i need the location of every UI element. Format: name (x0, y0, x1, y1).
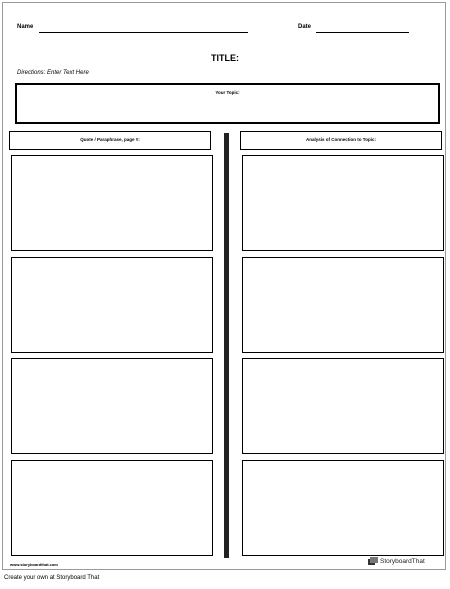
storyboardthat-logo[interactable] (368, 557, 425, 565)
quote-cell[interactable] (11, 257, 213, 353)
create-caption[interactable]: Create your own at Storyboard That (4, 575, 100, 581)
date-line (316, 32, 409, 33)
column-divider (224, 133, 229, 558)
page-title: TITLE: (211, 53, 239, 63)
topic-box[interactable] (15, 83, 440, 124)
date-label: Date (298, 24, 312, 30)
analysis-column-header: Analysis of Connection to Topic: (240, 131, 442, 150)
storyboard-logo-icon (368, 557, 378, 565)
quote-column-header: Quote / Paraphrase, page #: (9, 131, 211, 150)
quote-cell[interactable] (11, 155, 213, 251)
directions-text: Directions: Enter Text Here (17, 70, 89, 76)
name-line (39, 32, 248, 33)
logo-text: StoryboardThat (380, 557, 425, 565)
analysis-cell[interactable] (242, 460, 444, 556)
analysis-cell[interactable] (242, 257, 444, 353)
quote-cell[interactable] (11, 460, 213, 556)
topic-label: Your Topic: (215, 90, 240, 95)
name-label: Name (17, 24, 34, 30)
quote-cell[interactable] (11, 358, 213, 454)
analysis-cell[interactable] (242, 155, 444, 251)
footer-url[interactable]: www.storyboardthat.com (10, 562, 58, 567)
analysis-cell[interactable] (242, 358, 444, 454)
worksheet-page (2, 2, 446, 570)
